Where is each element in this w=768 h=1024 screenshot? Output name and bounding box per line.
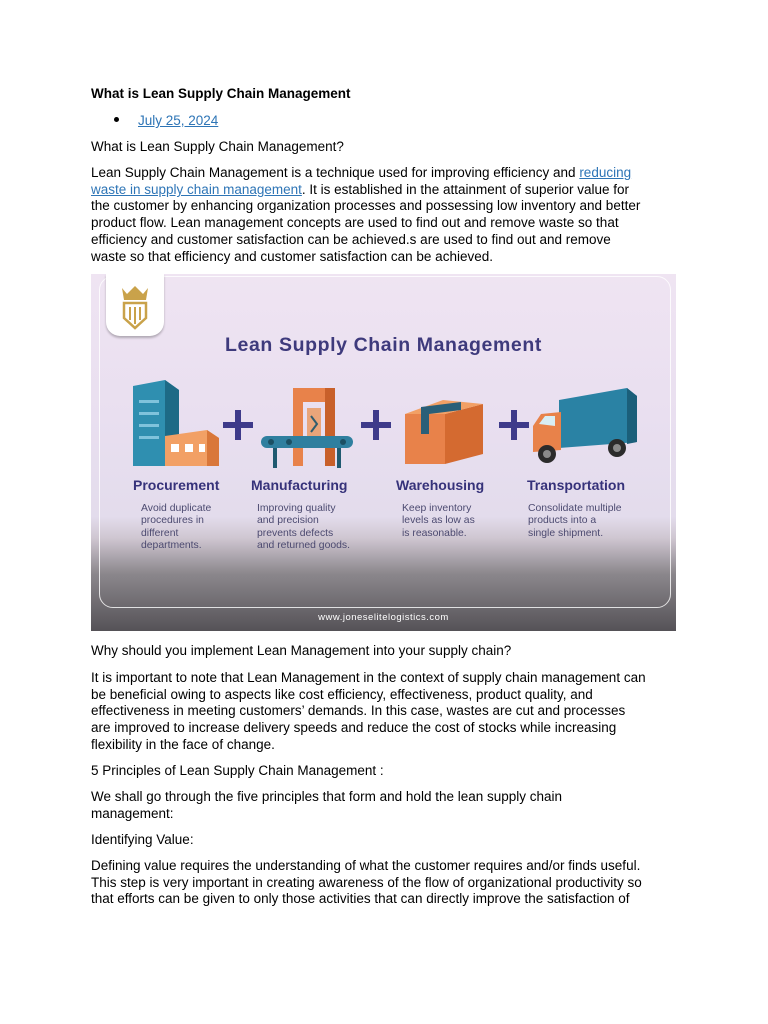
plus-icon xyxy=(361,410,391,440)
plus-icon xyxy=(499,410,529,440)
building-icon xyxy=(129,380,221,468)
stage-label-transportation: Transportation xyxy=(527,477,626,493)
crown-shield-icon xyxy=(106,274,164,336)
box-icon xyxy=(401,398,487,468)
infographic-title: Lean Supply Chain Management xyxy=(225,334,542,356)
stage-desc-manufacturing: Improving quality and precision prevents defects and returned goods. xyxy=(257,503,351,551)
value-heading: Identifying Value: xyxy=(91,832,194,847)
company-logo xyxy=(106,274,164,336)
intro-line-2: waste in supply chain management. It is established in the attainment of superior value for xyxy=(91,182,630,197)
bullet-icon xyxy=(114,117,119,122)
truck-icon xyxy=(531,386,639,468)
infographic-url: www.joneselitelogistics.com xyxy=(318,612,449,623)
intro-line-1: Lean Supply Chain Management is a technique used for improving efficiency and reducing xyxy=(91,165,632,180)
reducing-waste-link-cont[interactable]: waste in supply chain management xyxy=(91,182,302,197)
date-link[interactable]: July 25, 2024 xyxy=(138,113,219,128)
subheading: What is Lean Supply Chain Management? xyxy=(91,139,344,154)
reducing-waste-link[interactable]: reducing xyxy=(579,165,632,180)
why-line-1: It is important to note that Lean Management in the context of supply chain management can xyxy=(91,670,646,685)
principles-heading: 5 Principles of Lean Supply Chain Management : xyxy=(91,763,384,778)
stage-label-warehousing: Warehousing xyxy=(396,477,485,493)
principles-line-2: management: xyxy=(91,806,174,821)
value-line-2: This step is very important in creating awareness of the flow of organizational productivity so xyxy=(91,875,642,890)
intro-line-3: the customer by enhancing organization processes and possessing low inventory and better xyxy=(91,198,641,213)
lean-supply-chain-infographic xyxy=(91,274,676,631)
principles-line-1: We shall go through the five principles that form and hold the lean supply chain xyxy=(91,789,563,804)
stage-label-manufacturing: Manufacturing xyxy=(251,477,348,493)
why-heading: Why should you implement Lean Management into your supply chain? xyxy=(91,643,512,658)
value-line-3: that efforts can be given to only those activities that can directly improve the satisfaction of xyxy=(91,891,630,906)
why-line-3: effectiveness in meeting customers’ demands. In this case, wastes are cut and processes xyxy=(91,703,626,718)
stage-desc-transportation: Consolidate multiple products into a single shipment. xyxy=(528,503,622,539)
plus-icon xyxy=(223,410,253,440)
why-line-4: are improved to increase delivery speeds and reduce the cost of stocks while increasing xyxy=(91,720,617,735)
intro-line-4: product flow. Lean management concepts are used to find out and remove waste so that xyxy=(91,215,619,230)
stage-desc-procurement: Avoid duplicate procedures in different departments. xyxy=(141,503,212,551)
intro-line-5: efficiency and customer satisfaction can be achieved.s are used to find out and remove xyxy=(91,232,611,247)
stage-label-procurement: Procurement xyxy=(133,477,220,493)
why-line-2: be beneficial owing to aspects like cost efficiency, effectiveness, product quality, and xyxy=(91,687,593,702)
intro-line-6: waste so that efficiency and customer satisfaction can be achieved. xyxy=(91,249,493,264)
why-line-5: flexibility in the face of change. xyxy=(91,737,275,752)
conveyor-machine-icon xyxy=(259,386,355,470)
stage-desc-warehousing: Keep inventory levels as low as is reasonable. xyxy=(402,503,475,539)
page-title: What is Lean Supply Chain Management xyxy=(91,86,351,101)
value-line-1: Defining value requires the understanding of what the customer requires and/or finds useful. xyxy=(91,858,641,873)
